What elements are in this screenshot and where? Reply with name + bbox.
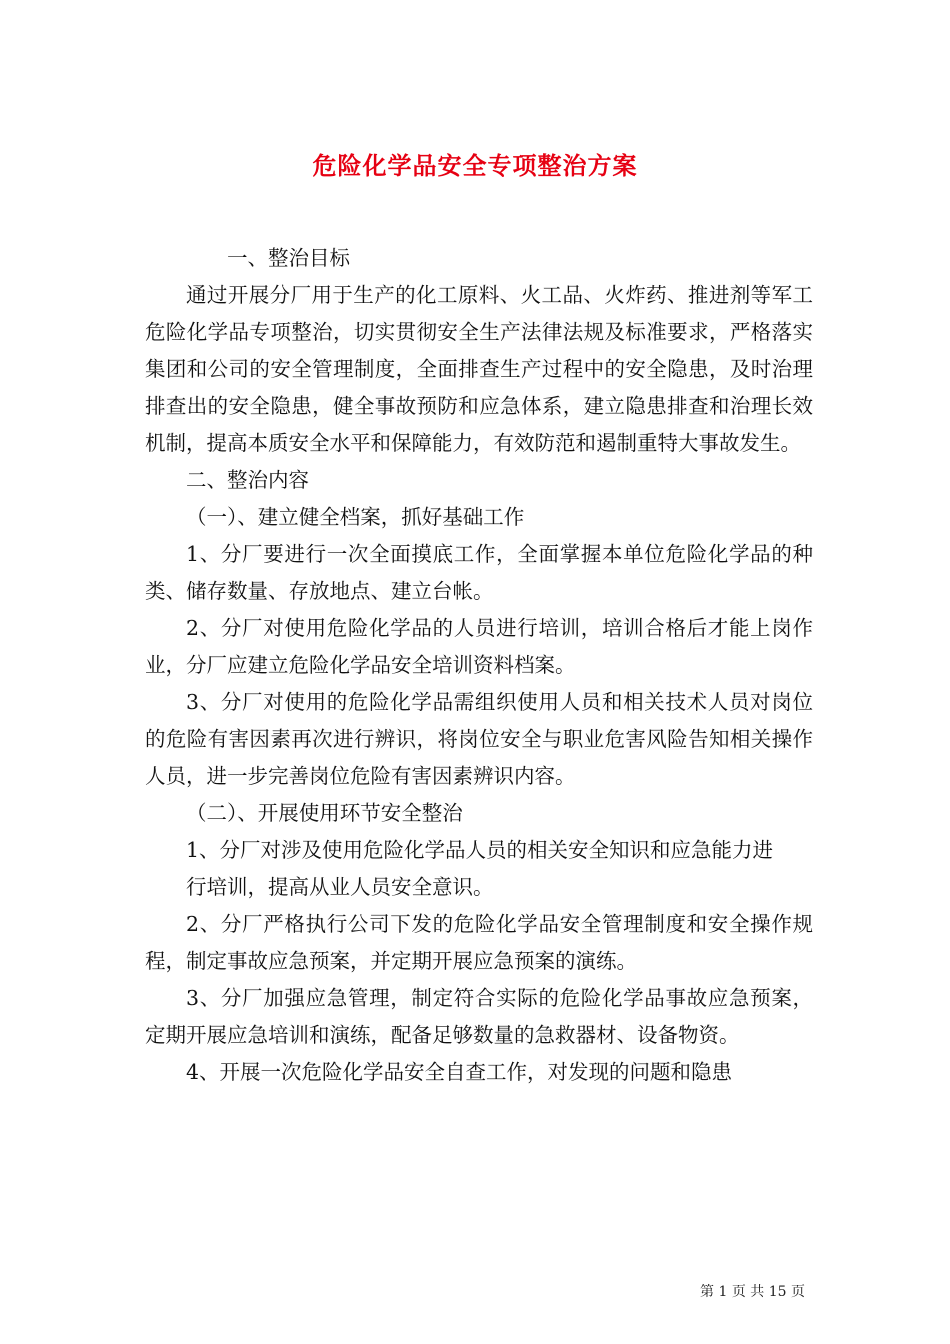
- paragraph-goal-text: 通过开展分厂用于生产的化工原料、火工品、火炸药、推进剂等军工危险化学品专项整治，切实贯彻安全生产法律法规及标准要求，严格落实集团和公司的安全管理制度，全面排查生产过程中的安全隐患，及时治理排查出的安全隐患，健全事故预防和应急体系，建立隐患排查和治理长效机制，提高本质安全水平和保障能力，有效防范和遏制重特大事故发生。: [145, 283, 813, 455]
- document-body: [145, 240, 813, 1091]
- list-item: 2、分厂对使用危险化学品的人员进行培训，培训合格后才能上岗作业，分厂应建立危险化学品安全培训资料档案。: [145, 616, 813, 677]
- list-item: 1、分厂要进行一次全面摸底工作，全面掌握本单位危险化学品的种类、储存数量、存放地点、建立台帐。: [145, 542, 813, 603]
- list-item: 3、分厂对使用的危险化学品需组织使用人员和相关技术人员对岗位的危险有害因素再次进行辨识，将岗位安全与职业危害风险告知相关操作人员，进一步完善岗位危险有害因素辨识内容。: [145, 690, 813, 788]
- list-item: 2、分厂严格执行公司下发的危险化学品安全管理制度和安全操作规程，制定事故应急预案，并定期开展应急预案的演练。: [145, 912, 813, 973]
- section-heading-goal: 一、整治目标: [227, 246, 350, 270]
- paragraph-continuation: 行培训，提高从业人员安全意识。: [186, 875, 494, 899]
- list-item: 1、分厂对涉及使用危险化学品人员的相关安全知识和应急能力进: [186, 838, 774, 862]
- list-item: 4、开展一次危险化学品安全自查工作，对发现的问题和隐患: [186, 1060, 733, 1084]
- subsection-heading-archives: （一）、建立健全档案，抓好基础工作: [186, 505, 525, 529]
- list-item: 3、分厂加强应急管理，制定符合实际的危险化学品事故应急预案，定期开展应急培训和演练，配备足够数量的急救器材、设备物资。: [145, 986, 813, 1047]
- subsection-heading-usage: （二）、开展使用环节安全整治: [186, 801, 463, 825]
- page-title: 危险化学品安全专项整治方案: [312, 151, 638, 181]
- section-heading-content: 二、整治内容: [186, 468, 309, 492]
- page-number: 第 1 页 共 15 页: [700, 1284, 805, 1300]
